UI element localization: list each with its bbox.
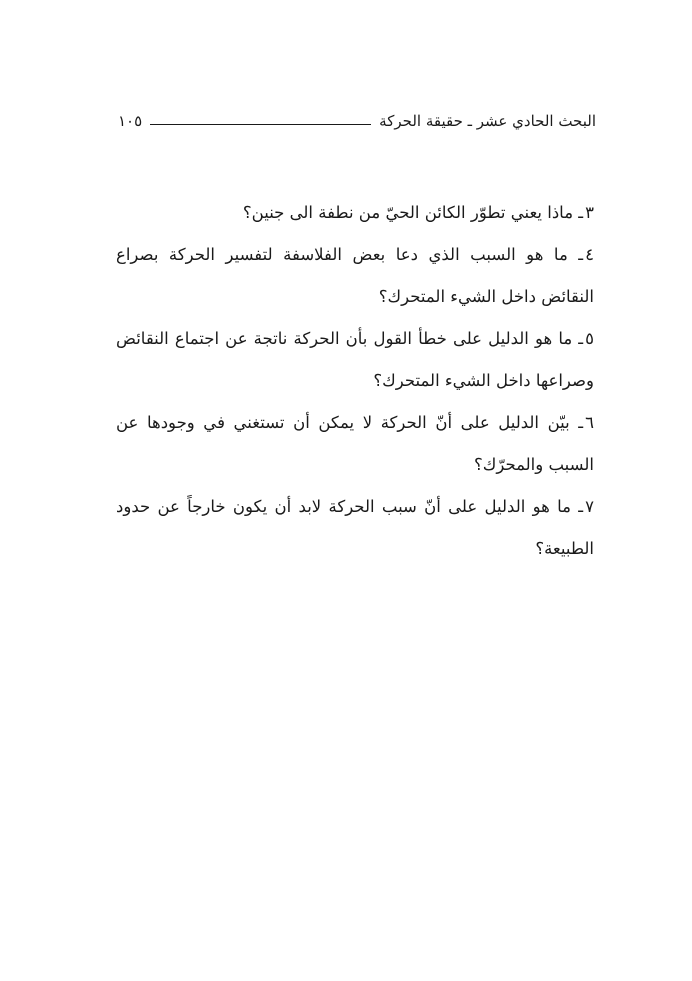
header-rule [150, 124, 371, 125]
page-number: ١٠٥ [118, 112, 143, 130]
question-text: ـ ماذا يعني تطوّر الكائن الحيّ من نطفة الى جنين؟ [242, 203, 584, 222]
questions-list [116, 192, 594, 570]
question-text: ـ بيّن الدليل على أنّ الحركة لا يمكن أن تستغني في وجودها عن السبب والمحرّك؟ [116, 413, 594, 474]
question-number: ٦ [585, 413, 594, 432]
question-number: ٥ [585, 329, 594, 348]
question-number: ٧ [585, 497, 594, 516]
question-text: ـ ما هو الدليل على خطأ القول بأن الحركة ناتجة عن اجتماع النقائض وصراعها داخل الشيء المتحرك؟ [116, 329, 594, 390]
question-text: ـ ما هو الدليل على أنّ سبب الحركة لابد أن يكون خارجاً عن حدود الطبيعة؟ [116, 497, 594, 558]
question-number: ٣ [585, 203, 594, 222]
question-item [116, 402, 594, 486]
question-text: ـ ما هو السبب الذي دعا بعض الفلاسفة لتفسير الحركة بصراع النقائض داخل الشيء المتحرك؟ [116, 245, 594, 306]
question-item [116, 318, 594, 402]
question-item [116, 486, 594, 570]
question-number: ٤ [585, 245, 594, 264]
question-item [116, 234, 594, 318]
running-header [118, 106, 596, 136]
chapter-title: البحث الحادي عشر ـ حقيقة الحركة [379, 112, 596, 130]
question-item [116, 192, 594, 234]
